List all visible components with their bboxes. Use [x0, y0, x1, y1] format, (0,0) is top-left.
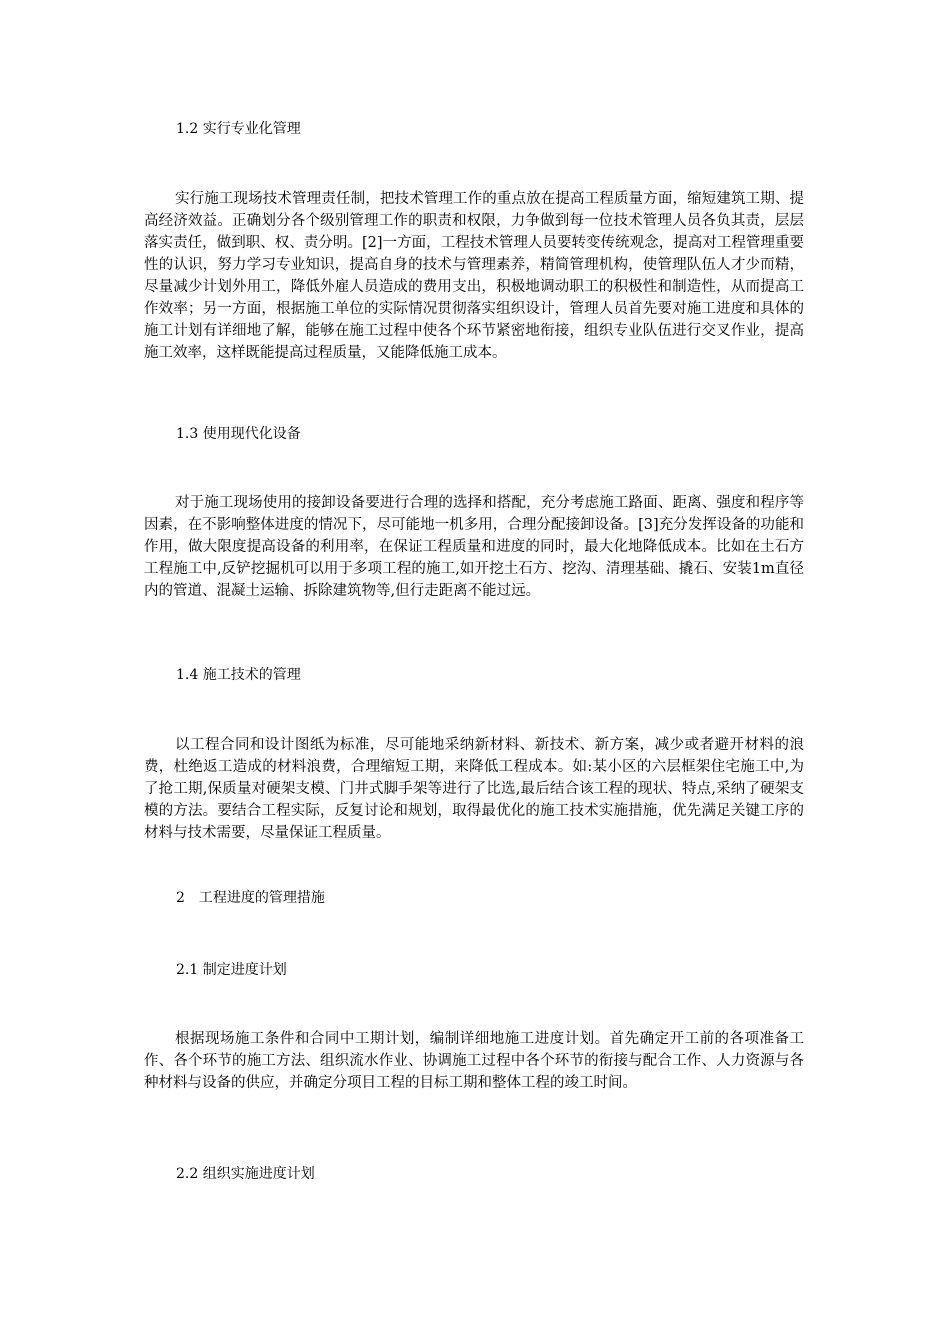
section-heading-1-2: 1.2 实行专业化管理 [176, 121, 301, 137]
section-heading-1-3: 1.3 使用现代化设备 [176, 426, 301, 442]
section-heading-1-4: 1.4 施工技术的管理 [176, 667, 301, 683]
section-body-2-1: 根据现场施工条件和合同中工期计划，编制详细地施工进度计划。首先确定开工前的各项准备工作、各个环节的施工方法、组织流水作业、协调施工过程中各个环节的衔接与配合工作、人力资源与各种材料与设备的供应，并确定分项目工程的目标工期和整体工程的竣工时间。 [144, 1031, 804, 1091]
section-body-1-3: 对于施工现场使用的接卸设备要进行合理的选择和搭配，充分考虑施工路面、距离、强度和程序等因素，在不影响整体进度的情况下，尽可能地一机多用，合理分配接卸设备。[3]充分发挥设备的功能和作用，做大限度提高设备的利用率，在保证工程质量和进度的同时，最大化地降低成本。比如在土石方工程施工中,反铲挖掘机可以用于多项工程的施工,如开挖土石方、挖沟、清理基础、撬石、安装1m直径内的管道、混凝土运输、拆除建筑物等,但行走距离不能过远。 [144, 495, 804, 599]
section-heading-2: 2 工程进度的管理措施 [176, 890, 325, 906]
section-body-1-2: 实行施工现场技术管理责任制，把技术管理工作的重点放在提高工程质量方面，缩短建筑工期、提高经济效益。正确划分各个级别管理工作的职责和权限，力争做到每一位技术管理人员各负其责，层层落实责任，做到职、权、责分明。[2]一方面，工程技术管理人员要转变传统观念，提高对工程管理重要性的认识，努力学习专业知识，提高自身的技术与管理素养，精简管理机构，使管理队伍人才少而精，尽量减少计划外用工，降低外雇人员造成的费用支出，积极地调动职工的积极性和制造性，从而提高工作效率；另一方面，根据施工单位的实际情况贯彻落实组织设计，管理人员首先要对施工进度和具体的施工计划有详细地了解，能够在施工过程中使各个环节紧密地衔接，组织专业队伍进行交叉作业，提高施工效率，这样既能提高过程质量，又能降低施工成本。 [144, 191, 804, 361]
section-heading-2-2: 2.2 组织实施进度计划 [176, 1166, 315, 1182]
section-body-1-4: 以工程合同和设计图纸为标准，尽可能地采纳新材料、新技术、新方案，减少或者避开材料的浪费，杜绝返工造成的材料浪费，合理缩短工期，来降低工程成本。如:某小区的六层框架住宅施工中,为了抢工期,保质量对硬架支模、门井式脚手架等进行了比选,最后结合该工程的现状、特点,采纳了硬架支模的方法。要结合工程实际，反复讨论和规划，取得最优化的施工技术实施措施，优先满足关键工序的材料与技术需要，尽量保证工程质量。 [144, 737, 804, 841]
section-heading-2-1: 2.1 制定进度计划 [176, 962, 287, 978]
